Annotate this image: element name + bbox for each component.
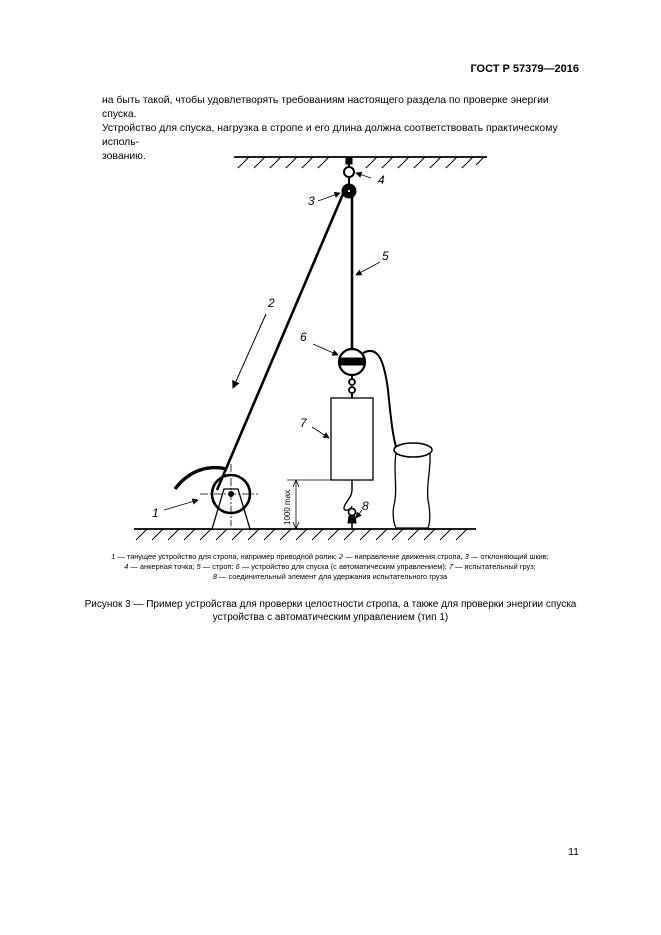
label-3: 3 <box>308 194 315 208</box>
figure-caption <box>60 598 601 624</box>
figure-legend <box>30 552 630 582</box>
body-line: на быть такой, чтобы удовлетворять требованиям настоящего раздела по проверке энергии спуска. <box>102 95 549 120</box>
label-4: 4 <box>378 173 385 187</box>
label-7: 7 <box>300 416 307 430</box>
anchor-point <box>344 158 354 177</box>
drive-roller <box>175 464 258 529</box>
legend-text: — устройство для спуска (с автоматическим управлением); <box>239 562 449 571</box>
label-8: 8 <box>362 499 369 513</box>
body-line: Устройство для спуска, нагрузка в стропе и его длина должна соответствовать практическому исполь- <box>102 123 558 148</box>
legend-text: — испытательный груз; <box>453 562 536 571</box>
legend-num: 4 <box>124 562 129 571</box>
label-2: 2 <box>268 296 275 310</box>
label-1: 1 <box>152 506 159 520</box>
descender-device <box>339 349 365 398</box>
ceiling <box>234 157 487 168</box>
legend-text: — строп; <box>200 562 236 571</box>
height-dimension <box>287 480 332 529</box>
document-id: ГОСТ Р 57379—2016 <box>470 63 579 75</box>
label-6: 6 <box>300 330 307 344</box>
legend-text: — направление движения стропа, <box>343 552 465 561</box>
legend-line <box>30 562 630 572</box>
label-5: 5 <box>382 249 389 263</box>
caption-line: Рисунок 3 — Пример устройства для проверки целостности стропа, а также для проверки энергии спуска <box>84 599 577 610</box>
page-number: 11 <box>568 846 579 858</box>
legend-num: 2 <box>338 552 344 561</box>
rope-bag <box>393 443 432 528</box>
legend-text: — тянущее устройство для стропа, например приводной ролик; <box>115 552 339 561</box>
dimension-label: 1000 max <box>283 489 292 525</box>
rope-to-roller <box>217 194 343 490</box>
legend-text: — анкерная точка; <box>128 562 197 571</box>
body-line: зованию. <box>102 151 146 162</box>
legend-text: — соединительный элемент для удержания испытательного груза <box>216 572 448 581</box>
legend-text: — отклоняющий шкив; <box>468 552 549 561</box>
legend-line <box>30 552 630 562</box>
caption-line: устройства с автоматическим управлением (тип 1) <box>212 612 449 623</box>
direction-arrow <box>233 314 266 388</box>
floor <box>134 529 476 540</box>
legend-num: 1 <box>111 552 116 561</box>
legend-num: 8 <box>212 572 217 581</box>
legend-num: 6 <box>235 562 240 571</box>
legend-line <box>30 572 630 582</box>
test-weight <box>331 398 373 480</box>
legend-num: 3 <box>464 552 469 561</box>
deflection-pulley <box>342 177 356 198</box>
legend-num: 7 <box>448 562 454 571</box>
connecting-element <box>344 480 356 529</box>
legend-num: 5 <box>196 562 201 571</box>
